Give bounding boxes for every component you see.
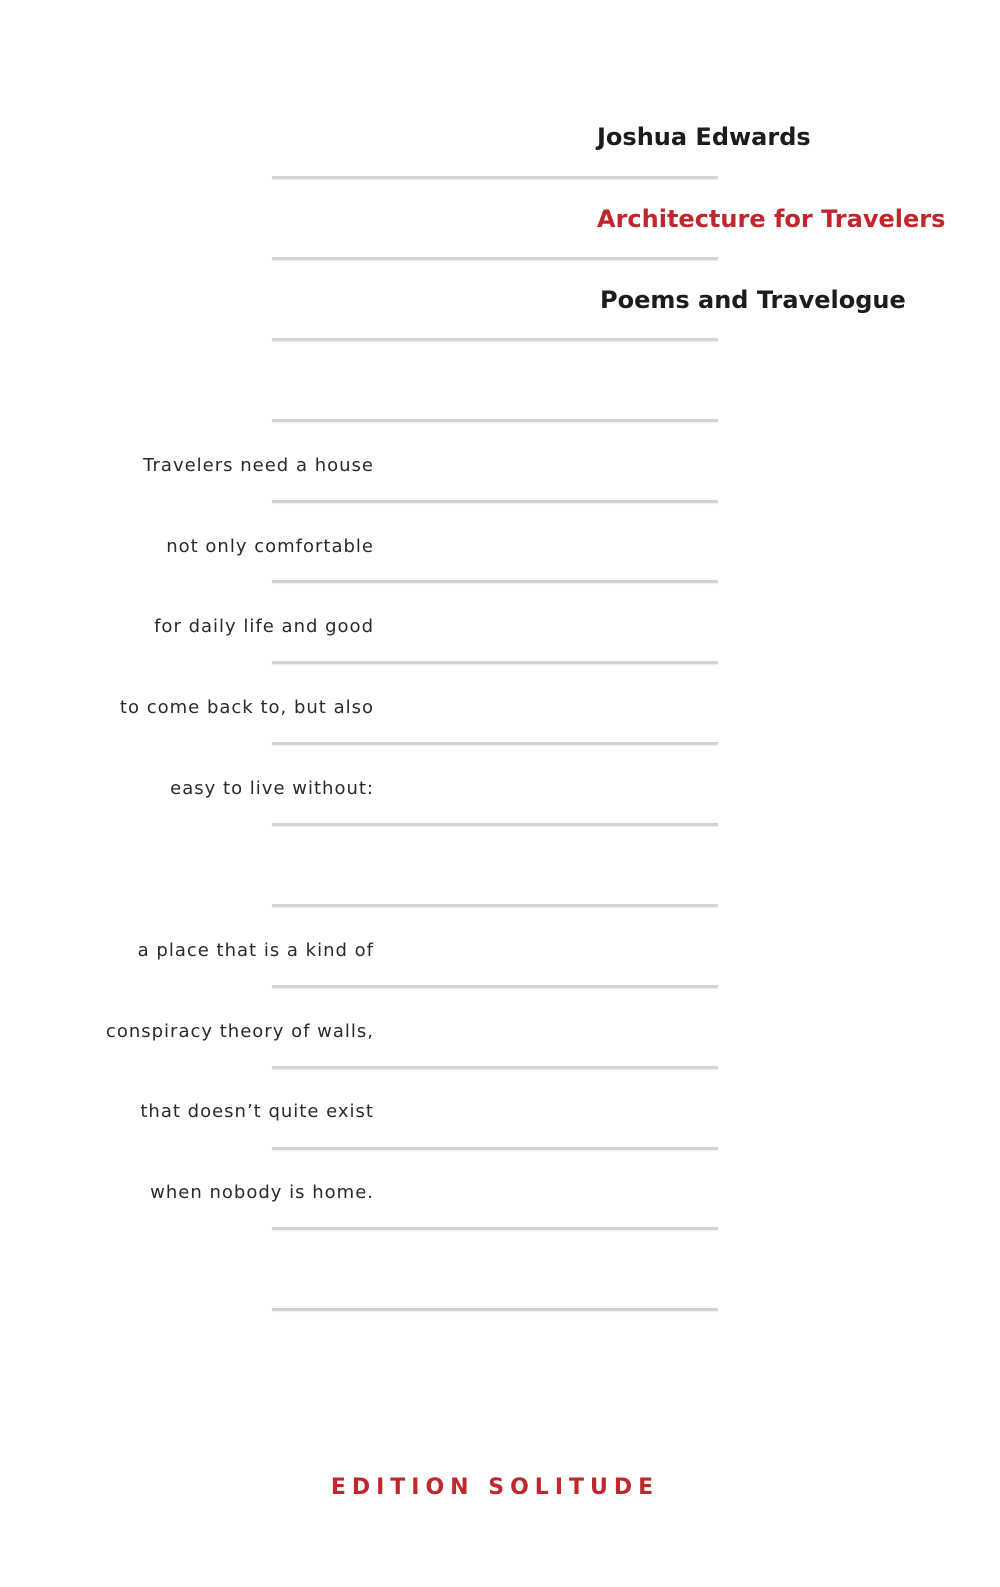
ruled-line [272, 1066, 718, 1069]
poem-line: to come back to, but also [119, 697, 374, 718]
poem-line: a place that is a kind of [137, 940, 374, 961]
ruled-line [272, 1308, 718, 1311]
ruled-line [272, 257, 718, 260]
ruled-line [272, 176, 718, 179]
poem-line: not only comfortable [166, 536, 374, 557]
ruled-line [272, 904, 718, 907]
book-title: Architecture for Travelers [597, 205, 946, 233]
ruled-line [272, 823, 718, 826]
poem-line: that doesn’t quite exist [140, 1101, 374, 1122]
ruled-line [272, 661, 718, 664]
poem-line: when nobody is home. [150, 1182, 374, 1203]
poem-line: conspiracy theory of walls, [105, 1021, 374, 1042]
ruled-line [272, 500, 718, 503]
ruled-line [272, 1227, 718, 1230]
publisher-name: EDITION SOLITUDE [330, 1475, 660, 1500]
ruled-line [272, 985, 718, 988]
book-subtitle: Poems and Travelogue [600, 286, 906, 314]
ruled-line [272, 742, 718, 745]
ruled-line [272, 1147, 718, 1150]
poem-line: easy to live without: [170, 778, 374, 799]
poem-line: Travelers need a house [143, 455, 374, 476]
ruled-line [272, 338, 718, 341]
ruled-line [272, 419, 718, 422]
ruled-line [272, 580, 718, 583]
author-name: Joshua Edwards [597, 123, 811, 151]
poem-line: for daily life and good [154, 616, 374, 637]
